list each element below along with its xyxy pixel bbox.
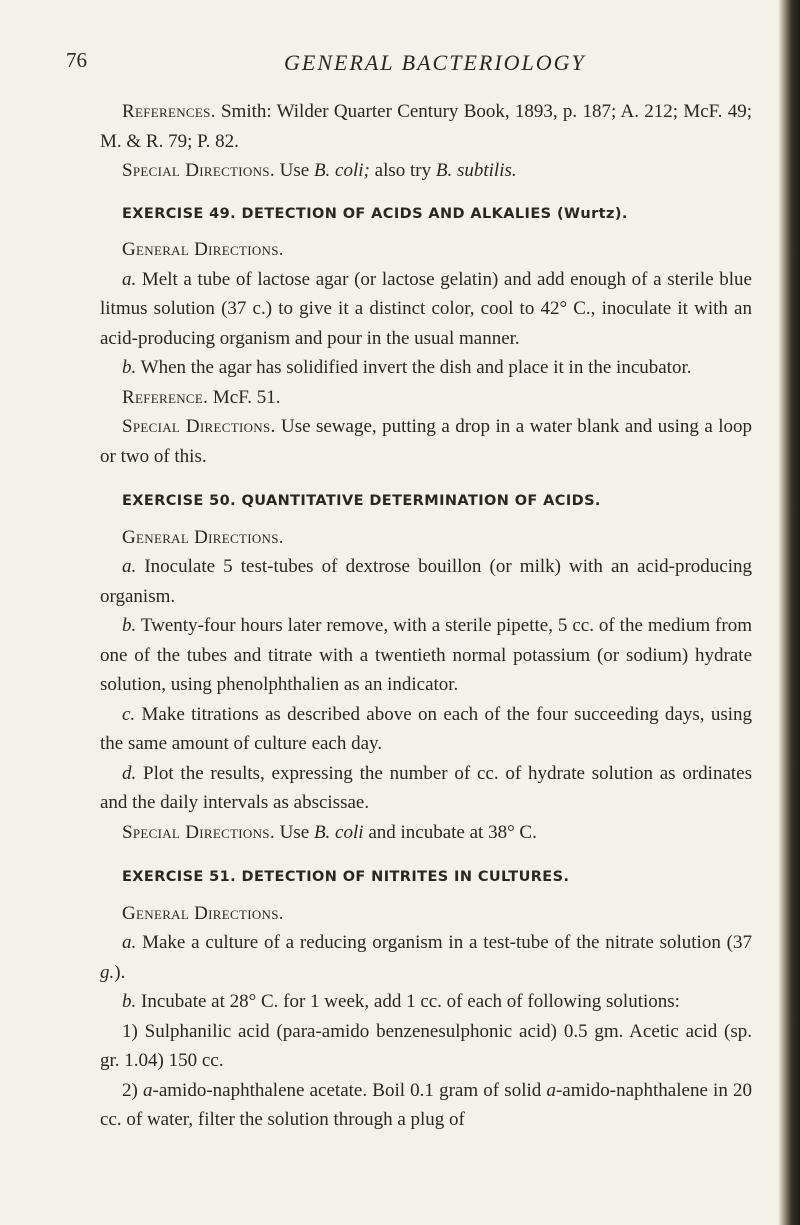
item-text: -amido-naphthalene in 20 cc. of water, filter the solution through a plug of xyxy=(100,1079,752,1130)
step-text: Melt a tube of lactose agar (or lactose gelatin) and add enough of a sterile blue litmus solution (37 c.) to give it a distinct color, cool to 42° C., inoculate it with an acid-producing organism and pour in the usual manner. xyxy=(100,268,752,349)
general-directions-label xyxy=(100,235,752,265)
step-text: Incubate at 28° C. for 1 week, add 1 cc. of each of following solutions: xyxy=(136,991,680,1012)
step-letter: a. xyxy=(122,556,137,577)
item-text: -amido-naphthalene acetate. Boil 0.1 gram of solid xyxy=(152,1079,547,1101)
step-letter: a. xyxy=(122,268,137,290)
special-directions-text: Use xyxy=(274,821,314,843)
organism-name: B. coli xyxy=(313,821,364,843)
solution-item-2 xyxy=(100,1076,752,1135)
special-directions-text: Use sewage, putting a drop in a water blank and using a loop or two of this. xyxy=(100,416,752,467)
step-letter: b. xyxy=(122,357,137,378)
step-reference: g. xyxy=(100,961,115,983)
step-b xyxy=(100,611,752,700)
solution-item-1: 1) Sulphanilic acid (para-amido benzenesulphonic acid) 0.5 gm. Acetic acid (sp. gr. 1.04) 150 cc. xyxy=(100,1020,752,1071)
special-directions-paragraph xyxy=(100,156,752,186)
reference-paragraph xyxy=(100,383,752,413)
references-paragraph xyxy=(100,97,752,156)
special-directions-label: Special Directions. xyxy=(122,416,276,437)
organism-name: B. coli; xyxy=(313,160,370,181)
step-letter: b. xyxy=(122,991,137,1012)
step-text: Twenty-four hours later remove, with a sterile pipette, 5 cc. of the medium from one of the tubes and titrate with a twentieth normal potassium (or sodium) hydrate solution, using phenolphthalien as an indicator. xyxy=(100,615,752,695)
alpha-prefix: a xyxy=(143,1079,153,1101)
running-title: GENERAL BACTERIOLOGY xyxy=(284,50,586,75)
item-number: 2) xyxy=(122,1079,144,1101)
exercise-51-heading: EXERCISE 51. DETECTION OF NITRITES IN CULTURES. xyxy=(122,869,570,885)
step-d xyxy=(100,759,752,818)
special-directions-text: also try xyxy=(369,160,436,181)
general-directions-text: General Directions. xyxy=(122,902,284,924)
special-directions-paragraph xyxy=(100,818,752,848)
step-a xyxy=(100,265,752,354)
step-letter: b. xyxy=(122,615,137,636)
special-directions-label: Special Directions. xyxy=(122,821,275,843)
step-a xyxy=(100,552,752,611)
general-directions-label xyxy=(100,523,752,553)
step-letter: d. xyxy=(122,762,137,784)
special-directions-paragraph xyxy=(100,412,752,471)
step-text: ). xyxy=(114,961,126,983)
step-text: Inoculate 5 test-tubes of dextrose bouillon (or milk) with an acid-producing organism. xyxy=(100,556,752,607)
running-header xyxy=(0,48,760,88)
references-text: Smith: Wilder Quarter Century Book, 1893, p. 187; A. 212; McF. 49; M. & R. 79; P. 82. xyxy=(100,101,753,152)
general-directions-text: General Directions. xyxy=(122,239,284,260)
step-text: Plot the results, expressing the number of cc. of hydrate solution as ordinates and the daily intervals as abscissae. xyxy=(100,762,752,813)
step-c xyxy=(100,700,752,759)
step-letter: a. xyxy=(122,932,137,953)
step-text: When the agar has solidified invert the dish and place it in the incubator. xyxy=(136,357,692,378)
special-directions-text: and incubate at 38° C. xyxy=(363,821,537,843)
step-letter: c. xyxy=(122,703,136,725)
step-b xyxy=(100,353,752,383)
special-directions-label: Special Directions. xyxy=(122,160,275,181)
general-directions-label xyxy=(100,899,752,929)
organism-name: B. subtilis. xyxy=(435,160,517,181)
step-b xyxy=(100,987,752,1017)
reference-label: Reference. xyxy=(122,386,209,408)
references-label: References. xyxy=(122,101,216,122)
exercise-50-heading: EXERCISE 50. QUANTITATIVE DETERMINATION OF ACIDS. xyxy=(122,493,601,509)
reference-text: McF. 51. xyxy=(208,386,281,408)
page-body xyxy=(100,97,752,1135)
exercise-49-heading: EXERCISE 49. DETECTION OF ACIDS AND ALKALIES (Wurtz). xyxy=(122,205,628,222)
page-number: 76 xyxy=(66,48,87,72)
step-a xyxy=(100,928,752,987)
special-directions-text: Use xyxy=(279,160,314,181)
step-text: Make titrations as described above on each of the four succeeding days, using the same amount of culture each day. xyxy=(100,703,752,754)
alpha-prefix: a xyxy=(546,1079,556,1101)
general-directions-text: General Directions. xyxy=(122,526,284,548)
page-edge-shadow xyxy=(778,0,800,1225)
step-text: Make a culture of a reducing organism in a test-tube of the nitrate solution (37 xyxy=(136,932,752,953)
